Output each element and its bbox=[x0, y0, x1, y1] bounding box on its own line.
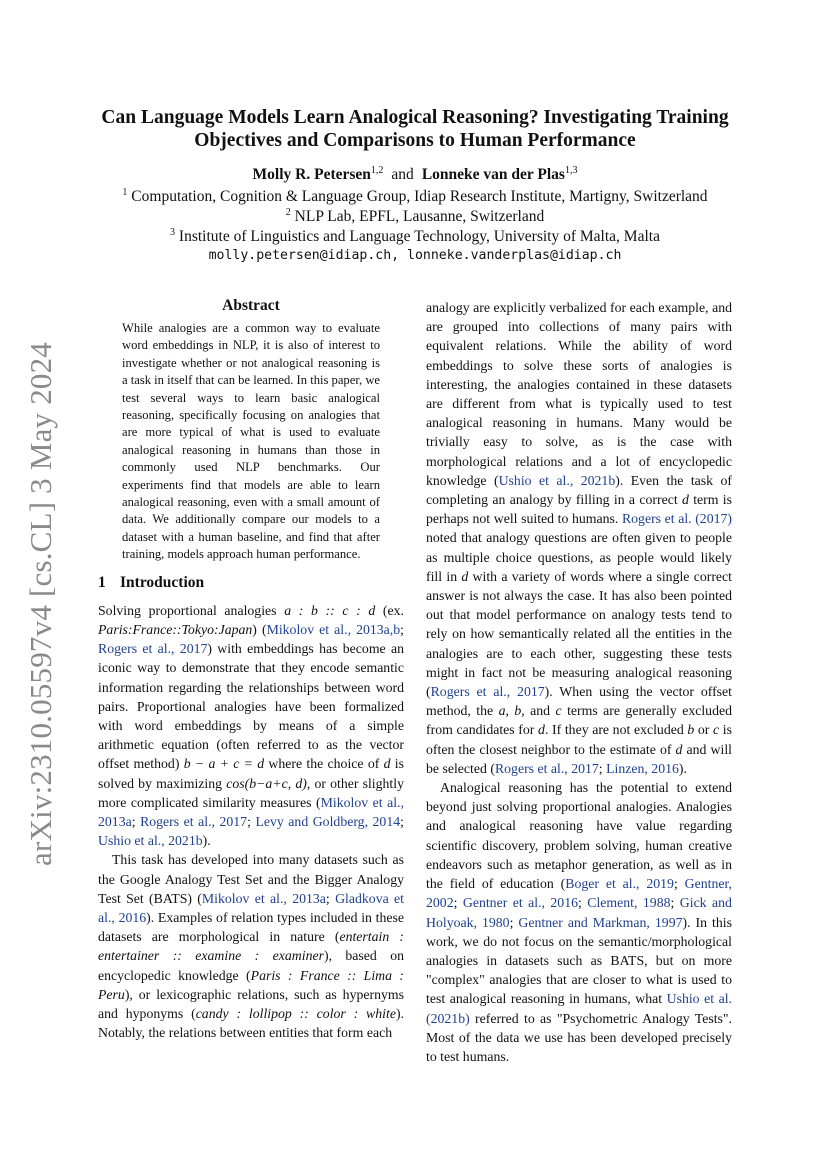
citation-link[interactable]: Gladkova et al., 2016 bbox=[98, 890, 404, 925]
affiliation-1 bbox=[90, 187, 740, 207]
text-run: is often the closest neighbor to the estimate of bbox=[426, 722, 733, 757]
text-run: . If they are not excluded bbox=[544, 722, 688, 738]
arxiv-identifier: arXiv:2310.05597v4 [cs.CL] 3 May 2024 bbox=[23, 341, 58, 867]
text-run: where the choice of bbox=[264, 756, 384, 772]
math-expression: c bbox=[713, 722, 720, 738]
text-run: ; bbox=[247, 813, 256, 829]
citation-link[interactable]: Mikolov et al., 2013a,b bbox=[266, 621, 401, 637]
math-expression: b − a + c = d bbox=[183, 756, 265, 772]
math-expression: cos(b−a+c, d) bbox=[226, 775, 307, 791]
text-run: ). When using the vector offset method, the bbox=[426, 684, 732, 719]
text-run: ). Even the task of completing an analogy by filling in a correct bbox=[426, 472, 732, 508]
author-affiliation-marker: 1,2 bbox=[370, 165, 384, 176]
affiliation-marker: 3 bbox=[170, 227, 176, 238]
text-run: ; bbox=[453, 895, 463, 911]
text-run: ). Notably, the relations between entities that form each bbox=[98, 1005, 404, 1041]
author-list bbox=[90, 165, 740, 185]
affiliation-text: Institute of Linguistics and Language Technology, University of Malta, Malta bbox=[178, 228, 660, 245]
citation-link[interactable]: Ushio et al., 2021b bbox=[98, 833, 203, 849]
math-expression: entertain : entertainer :: examine : examiner bbox=[98, 929, 404, 964]
left-column bbox=[98, 296, 404, 1042]
intro-paragraph-3 bbox=[426, 298, 732, 778]
affiliation-3 bbox=[90, 227, 740, 247]
citation-link[interactable]: Ushio et al. (2021b) bbox=[426, 991, 732, 1026]
text-run: , and bbox=[521, 703, 556, 719]
affiliation-marker: 2 bbox=[285, 207, 291, 218]
text-run: , bbox=[505, 703, 515, 719]
intro-paragraph-1 bbox=[98, 601, 404, 851]
paper-title bbox=[90, 106, 740, 152]
affiliation-text: NLP Lab, EPFL, Lausanne, Switzerland bbox=[294, 208, 545, 225]
text-run: ; bbox=[673, 876, 685, 892]
text-run: analogy are explicitly verbalized for each example, and are grouped into collections of many pairs with equivalent relations. While the ability of word embeddings to solve these sorts of analogies is interesting, the analogies contained in these datasets are different from what is typically used to test analogical reasoning in humans. Many would be trivially easy to solve, as is the case with morphological relations and a lot of encyclopedic knowledge ( bbox=[426, 300, 732, 488]
text-run: ; bbox=[325, 890, 336, 906]
math-expression: d bbox=[681, 492, 689, 508]
text-run: (ex. bbox=[375, 602, 404, 618]
text-run: , or other slightly more complicated similarity measures ( bbox=[98, 775, 405, 810]
author-conjunction: and bbox=[391, 166, 414, 183]
math-expression: a bbox=[498, 703, 506, 719]
text-run: ). Examples of relation types included in these datasets are morphological in nature ( bbox=[98, 909, 404, 945]
author-emails: molly.petersen@idiap.ch, lonneke.vanderplas@idiap.ch bbox=[208, 248, 622, 263]
text-run: or bbox=[694, 722, 714, 738]
abstract-heading: Abstract bbox=[222, 297, 280, 314]
text-run: ; bbox=[670, 895, 680, 911]
intro-paragraph-2 bbox=[98, 850, 404, 1042]
citation-link[interactable]: Clement, 1988 bbox=[587, 895, 671, 911]
math-expression: a : b :: c : d bbox=[284, 602, 376, 618]
text-run: ) ( bbox=[252, 621, 267, 637]
affiliation-marker: 1 bbox=[122, 187, 128, 198]
math-expression: c bbox=[555, 703, 562, 719]
text-run: ), based on encyclopedic knowledge ( bbox=[98, 948, 405, 983]
math-expression: b bbox=[687, 722, 695, 738]
citation-link[interactable]: Rogers et al. (2017) bbox=[621, 511, 732, 527]
text-run: ). bbox=[678, 760, 687, 776]
citation-link[interactable]: Linzen, 2016 bbox=[606, 760, 679, 776]
text-run: ; bbox=[400, 813, 404, 829]
text-run: terms are generally excluded from candidates for bbox=[426, 703, 732, 738]
affiliation-2 bbox=[90, 207, 740, 227]
citation-link[interactable]: Gentner et al., 2016 bbox=[462, 895, 578, 911]
text-run: ). In this work, we do not focus on the semantic/morphological analogies in datasets such as BATS, but on more "complex" analogies that are closer to what is used to test analogical reasoning in humans, what bbox=[426, 914, 732, 1007]
citation-link[interactable]: Gentner and Markman, 1997 bbox=[518, 914, 683, 930]
text-run: with a variety of words where a single correct answer is not always the case. It has also been pointed out that model performance on analogy tests tend to rely on how semantically related all the entities in the analogies are to each other, suggesting these tests might in fact not be measuring analogical reasoning ( bbox=[426, 568, 732, 700]
citation-link[interactable]: Rogers et al., 2017 bbox=[98, 641, 208, 657]
author-affiliation-marker: 1,3 bbox=[564, 165, 578, 176]
text-run: ; bbox=[578, 895, 588, 911]
text-run: ; bbox=[509, 914, 519, 930]
text-run: Solving proportional analogies bbox=[98, 602, 285, 618]
section-title: Introduction bbox=[120, 573, 205, 591]
text-run: and will be selected ( bbox=[426, 741, 732, 776]
citation-link[interactable]: Ushio et al., 2021b bbox=[498, 472, 616, 488]
citation-link[interactable]: Mikolov et al., 2013a bbox=[201, 890, 326, 906]
citation-link[interactable]: Rogers et al., 2017 bbox=[140, 813, 248, 829]
text-run: is solved by maximizing bbox=[98, 756, 404, 791]
intro-paragraph-4 bbox=[426, 778, 732, 1066]
author-name: Lonneke van der Plas bbox=[421, 166, 565, 183]
arxiv-sidebar-stamp bbox=[18, 341, 64, 867]
math-expression: d bbox=[461, 568, 469, 584]
citation-link[interactable]: Rogers et al., 2017 bbox=[430, 684, 545, 700]
text-run: term is perhaps not well suited to humans. bbox=[426, 492, 732, 527]
title-line-1: Can Language Models Learn Analogical Reasoning? Investigating Training bbox=[101, 107, 729, 128]
author-name: Molly R. Petersen bbox=[252, 166, 371, 183]
text-run: This task has developed into many datasets such as the Google Analogy Test Set and the Bigger Analogy Test Set (BATS) ( bbox=[98, 852, 404, 906]
abstract-text: While analogies are a common way to evaluate word embeddings in NLP, it is also of interest to investigate whether or not analogical reasoning is a task in itself that can be learned. In this paper, we test several ways to learn basic analogical reasoning, specifically focusing on analogies that are more typical of what is used to evaluate analogical reasoning in humans than those in commonly used NLP benchmarks. Our experiments find that models are able to learn analogical reasoning, even with a small amount of data. We additionally compare our models to a dataset with a human baseline, and find that after training, models approach human performance. bbox=[122, 321, 380, 562]
text-run: ; bbox=[131, 813, 141, 829]
math-expression: d bbox=[383, 756, 391, 772]
text-run: ), or lexicographic relations, such as hypernyms and hyponyms ( bbox=[98, 986, 404, 1021]
citation-link[interactable]: Mikolov et al., 2013a bbox=[98, 794, 404, 829]
citation-link[interactable]: Boger et al., 2019 bbox=[565, 876, 674, 892]
text-run: referred to as "Psychometric Analogy Tests". Most of the data we use has been developed precisely to test humans. bbox=[426, 1010, 732, 1064]
math-expression: d bbox=[675, 741, 683, 757]
affiliation-text: Computation, Cognition & Language Group, Idiap Research Institute, Martigny, Switzerland bbox=[131, 188, 708, 205]
right-column bbox=[426, 298, 732, 1066]
citation-link[interactable]: Rogers et al., 2017 bbox=[494, 760, 599, 776]
example-analogy: Paris:France::Tokyo:Japan bbox=[98, 621, 253, 637]
math-expression: Paris : France :: Lima : Peru bbox=[98, 967, 404, 1002]
citation-link[interactable]: Levy and Goldberg, 2014 bbox=[255, 813, 401, 829]
title-line-2: Objectives and Comparisons to Human Performance bbox=[194, 130, 636, 151]
text-run: ; bbox=[400, 621, 404, 637]
math-expression: b bbox=[514, 703, 522, 719]
text-run: ) with embeddings has become an iconic way to demonstrate that they encode semantic information regarding the relationships between word pairs. Proportional analogies have been formalized with word embeddings by means of a simple arithmetic equation (often referred to as the vector offset method) bbox=[98, 641, 404, 772]
citation-link[interactable]: Gentner, 2002 bbox=[426, 876, 732, 911]
text-run: Analogical reasoning has the potential to extend beyond just solving proportional analogies. Analogies and analogical reasoning have value regarding scientific discovery, problem solving, human creative endeavors such as metaphor generation, as well as in the field of education ( bbox=[426, 780, 732, 892]
section-number: 1 bbox=[98, 573, 106, 591]
text-run: noted that analogy questions are often given to people as multiple choice questions, as people would likely fill in bbox=[426, 530, 732, 584]
math-expression: d bbox=[538, 722, 545, 738]
math-expression: candy : lollipop :: color : white bbox=[195, 1005, 396, 1021]
citation-link[interactable]: Gick and Holyoak, 1980 bbox=[426, 895, 732, 930]
text-run: ). bbox=[202, 833, 211, 849]
section-heading-introduction bbox=[98, 573, 404, 593]
text-run: ; bbox=[598, 760, 607, 776]
